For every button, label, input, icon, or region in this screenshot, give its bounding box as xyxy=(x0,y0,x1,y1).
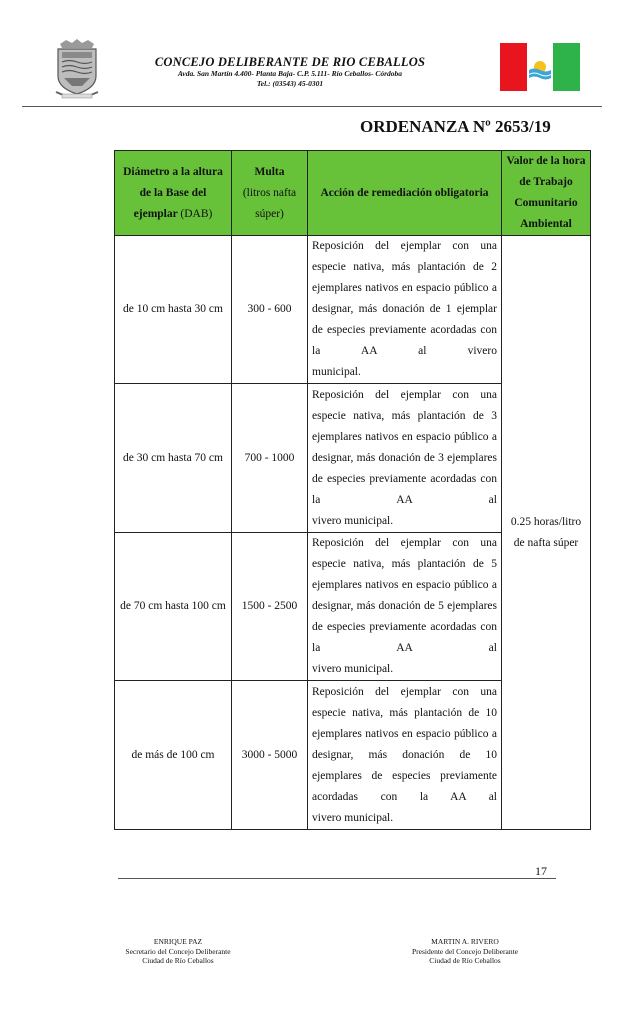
action-cell: Reposición del ejemplar con una especie nativa, más plantación de 2 ejemplares nativos en espacio público a designar, más donación de 1 ejemplar de especies previamente acordadas con la AA al vivero municipal. xyxy=(308,236,502,384)
diameter-cell: de más de 100 cm xyxy=(115,681,232,830)
fine-cell: 700 - 1000 xyxy=(232,384,308,533)
signature-name: ENRIQUE PAZ xyxy=(153,937,203,946)
hour-value-cell: 0.25 horas/litro de nafta súper xyxy=(502,236,591,830)
header-rule xyxy=(22,106,602,107)
municipal-crest-icon xyxy=(52,36,102,100)
council-name: CONCEJO DELIBERANTE DE RIO CEBALLOS xyxy=(154,55,426,69)
council-address: Avda. San Martín 4.400- Planta Baja- C.P. 5.111- Río Ceballos- Córdoba xyxy=(177,69,403,78)
signature-place: Ciudad de Río Ceballos xyxy=(429,956,501,965)
diameter-cell: de 70 cm hasta 100 cm xyxy=(115,533,232,681)
fines-table xyxy=(114,150,591,830)
header-hour-value: Valor de la hora de Trabajo Comunitario Ambiental xyxy=(502,151,591,236)
signature-block-president xyxy=(395,937,535,966)
fine-cell: 3000 - 5000 xyxy=(232,681,308,830)
signature-name: MARTIN A. RIVERO xyxy=(431,937,499,946)
header-diameter: Diámetro a la altura de la Base del ejemplar (DAB) xyxy=(115,151,232,236)
rio-ceballos-flag-icon xyxy=(500,43,580,91)
page-number: 17 xyxy=(535,864,547,878)
footer-rule xyxy=(118,878,556,879)
action-cell: Reposición del ejemplar con una especie nativa, más plantación de 10 ejemplares nativos en espacio público a designar, más donación de 10 ejemplares de especies previamente acordadas con la AA al vivero municipal. xyxy=(308,681,502,830)
signature-role: Presidente del Concejo Deliberante xyxy=(411,946,518,956)
signature-role: Secretario del Concejo Deliberante xyxy=(125,946,231,956)
diameter-cell: de 30 cm hasta 70 cm xyxy=(115,384,232,533)
action-cell: Reposición del ejemplar con una especie nativa, más plantación de 3 ejemplares nativos en espacio público a designar, más donación de 3 ejemplares de especies previamente acordadas con la AA al vivero municipal. xyxy=(308,384,502,533)
table-header-row xyxy=(115,151,591,236)
fine-cell: 300 - 600 xyxy=(232,236,308,384)
council-phone: Tel.: (03543) 45-0301 xyxy=(256,79,324,88)
fine-cell: 1500 - 2500 xyxy=(232,533,308,681)
table-row xyxy=(115,236,591,384)
signature-place: Ciudad de Río Ceballos xyxy=(142,956,214,965)
ordinance-number: ORDENANZA Nº 2653/19 xyxy=(360,117,551,136)
header-fine: Multa (litros nafta súper) xyxy=(232,151,308,236)
signature-block-secretary xyxy=(108,937,248,966)
action-cell: Reposición del ejemplar con una especie nativa, más plantación de 5 ejemplares nativos en espacio público a designar, más donación de 5 ejemplares de especies previamente acordadas con la AA al vivero municipal. xyxy=(308,533,502,681)
diameter-cell: de 10 cm hasta 30 cm xyxy=(115,236,232,384)
header-action: Acción de remediación obligatoria xyxy=(308,151,502,236)
